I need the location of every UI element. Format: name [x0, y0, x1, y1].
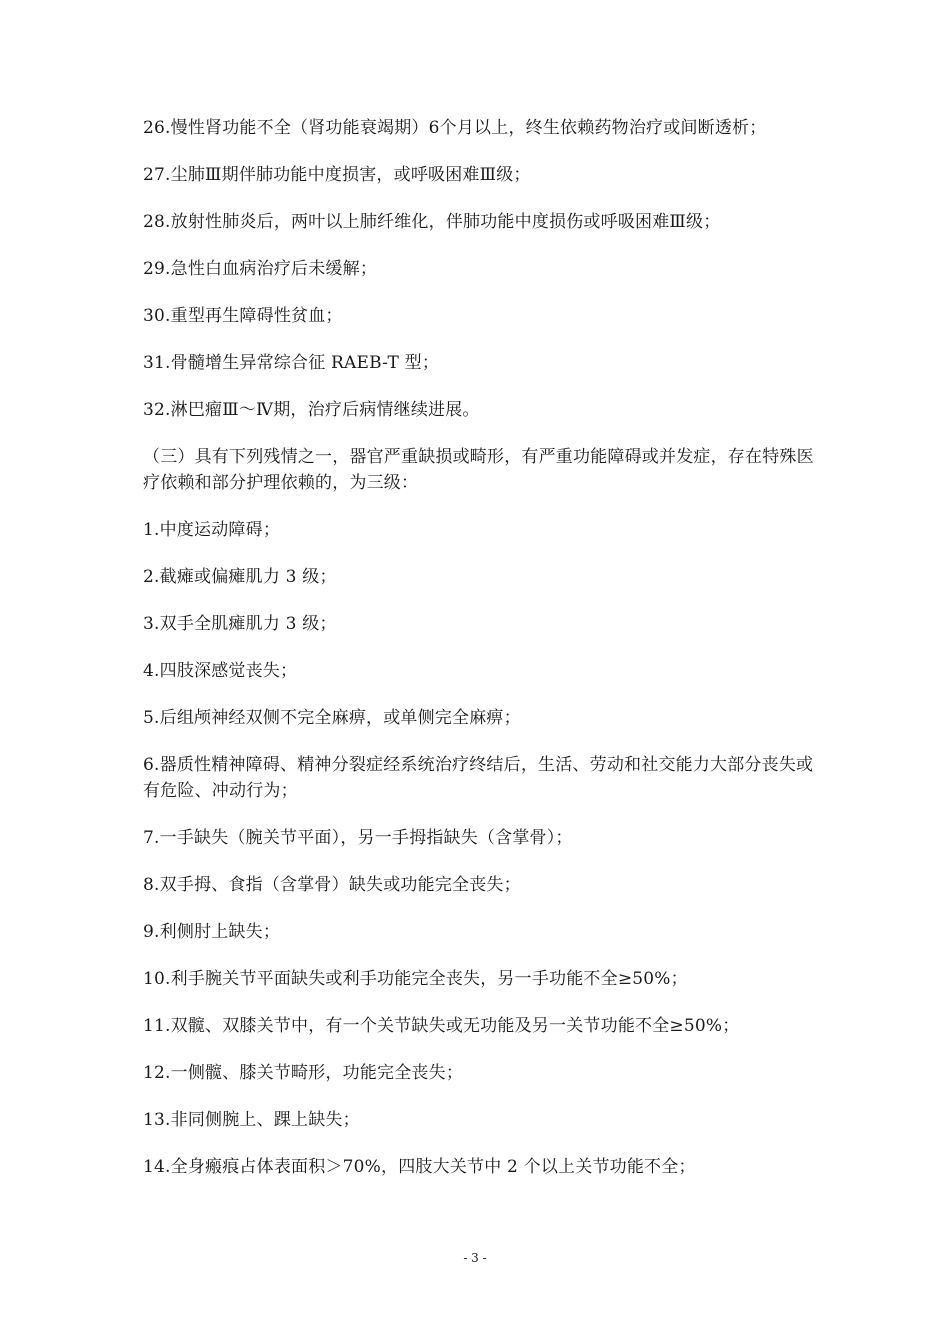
list-item-11: 11.双髋、双膝关节中，有一个关节缺失或无功能及另一关节功能不全≥50%；	[143, 1016, 740, 1036]
list-item-5: 5.后组颅神经双侧不完全麻痹，或单侧完全麻痹；	[143, 708, 521, 728]
list-item-10: 10.利手腕关节平面缺失或利手功能完全丧失，另一手功能不全≥50%；	[143, 969, 688, 989]
list-item-32: 32.淋巴瘤Ⅲ～Ⅳ期，治疗后病情继续进展。	[143, 400, 480, 420]
list-item-27: 27.尘肺Ⅲ期伴肺功能中度损害，或呼吸困难Ⅲ级；	[143, 165, 531, 185]
section-heading-grade-3: （三）具有下列残情之一，器官严重缺损或畸形，有严重功能障碍或并发症，存在特殊医疗依赖和部分护理依赖的，为三级：	[143, 447, 814, 493]
list-item-8: 8.双手拇、食指（含掌骨）缺失或功能完全丧失；	[143, 875, 521, 895]
list-item-31: 31.骨髓增生异常综合征 RAEB-T 型；	[143, 353, 440, 373]
list-item-13: 13.非同侧腕上、踝上缺失；	[143, 1110, 360, 1130]
list-item-30: 30.重型再生障碍性贫血；	[143, 306, 343, 326]
document-body	[143, 115, 818, 1201]
list-item-7: 7.一手缺失（腕关节平面），另一手拇指缺失（含掌骨）；	[143, 828, 573, 848]
list-item-12: 12.一侧髋、膝关节畸形，功能完全丧失；	[143, 1063, 464, 1083]
list-item-14: 14.全身瘢痕占体表面积＞70%，四肢大关节中 2 个以上关节功能不全；	[143, 1157, 696, 1177]
list-item-1: 1.中度运动障碍；	[143, 520, 281, 540]
list-item-28: 28.放射性肺炎后，两叶以上肺纤维化，伴肺功能中度损伤或呼吸困难Ⅲ级；	[143, 212, 721, 232]
list-item-29: 29.急性白血病治疗后未缓解；	[143, 259, 378, 279]
list-item-9: 9.利侧肘上缺失；	[143, 922, 281, 942]
list-item-3: 3.双手全肌瘫肌力 3 级；	[143, 614, 337, 634]
list-item-6: 6.器质性精神障碍、精神分裂症经系统治疗终结后，生活、劳动和社交能力大部分丧失或有危险、冲动行为；	[143, 755, 814, 801]
list-item-26: 26.慢性肾功能不全（肾功能衰竭期）6个月以上，终生依赖药物治疗或间断透析；	[143, 118, 767, 138]
list-item-2: 2.截瘫或偏瘫肌力 3 级；	[143, 567, 337, 587]
page-number: - 3 -	[463, 1251, 487, 1265]
list-item-4: 4.四肢深感觉丧失；	[143, 661, 298, 681]
